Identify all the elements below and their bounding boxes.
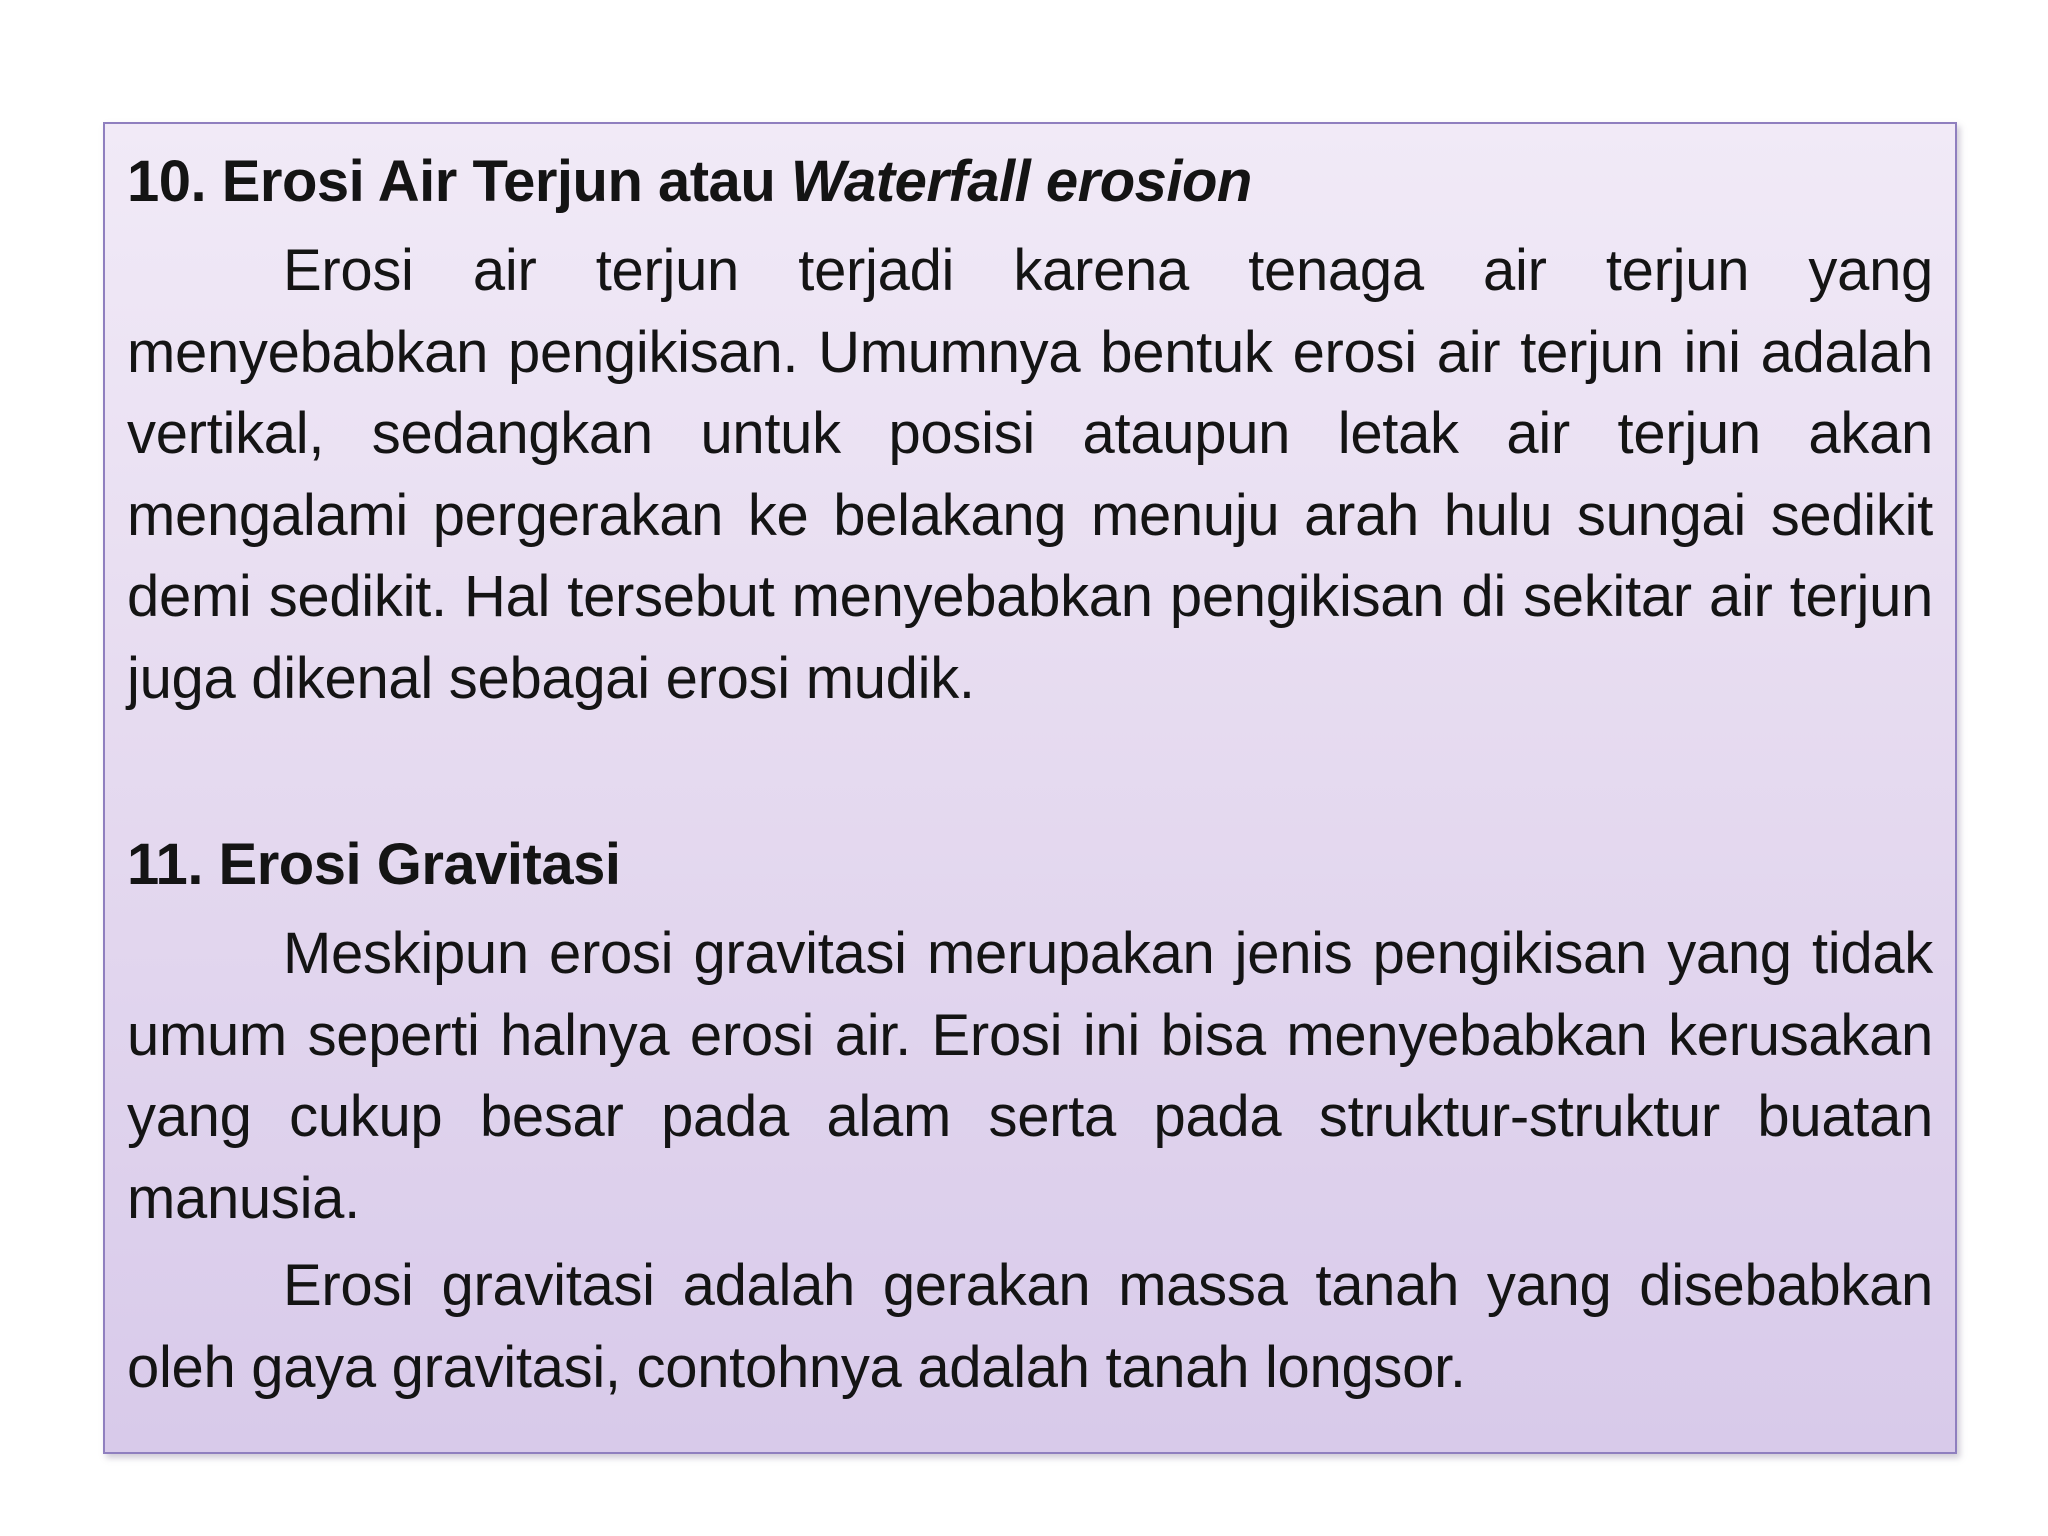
- content-box: [103, 122, 1957, 1454]
- section-11-heading: 11. Erosi Gravitasi: [127, 832, 621, 897]
- section-10-paragraph: Erosi air terjun terjadi karena tenaga air terjun yang menyebabkan pengikisan. Umumnya bentuk erosi air terjun ini adalah vertikal, sedangkan untuk posisi ataupun letak air terjun akan mengalami pergerakan ke belakang menuju arah hulu sungai sedikit demi sedikit. Hal tersebut menyebabkan pengikisan di sekitar air terjun juga dikenal sebagai erosi mudik.: [127, 238, 1933, 711]
- section-10-heading: [127, 146, 1933, 218]
- section-11-paragraph-1: Meskipun erosi gravitasi merupakan jenis pengikisan yang tidak umum seperti halnya erosi air. Erosi ini bisa menyebabkan kerusakan yang cukup besar pada alam serta pada struktur-struktur buatan manusia.: [127, 921, 1933, 1231]
- section-10-heading-text: 10. Erosi Air Terjun atau: [127, 149, 791, 214]
- section-11-paragraph-2: Erosi gravitasi adalah gerakan massa tanah yang disebabkan oleh gaya gravitasi, contohnya adalah tanah longsor.: [127, 1253, 1933, 1400]
- section-spacer: [127, 719, 1933, 829]
- section-10-heading-italic: Waterfall erosion: [790, 149, 1252, 214]
